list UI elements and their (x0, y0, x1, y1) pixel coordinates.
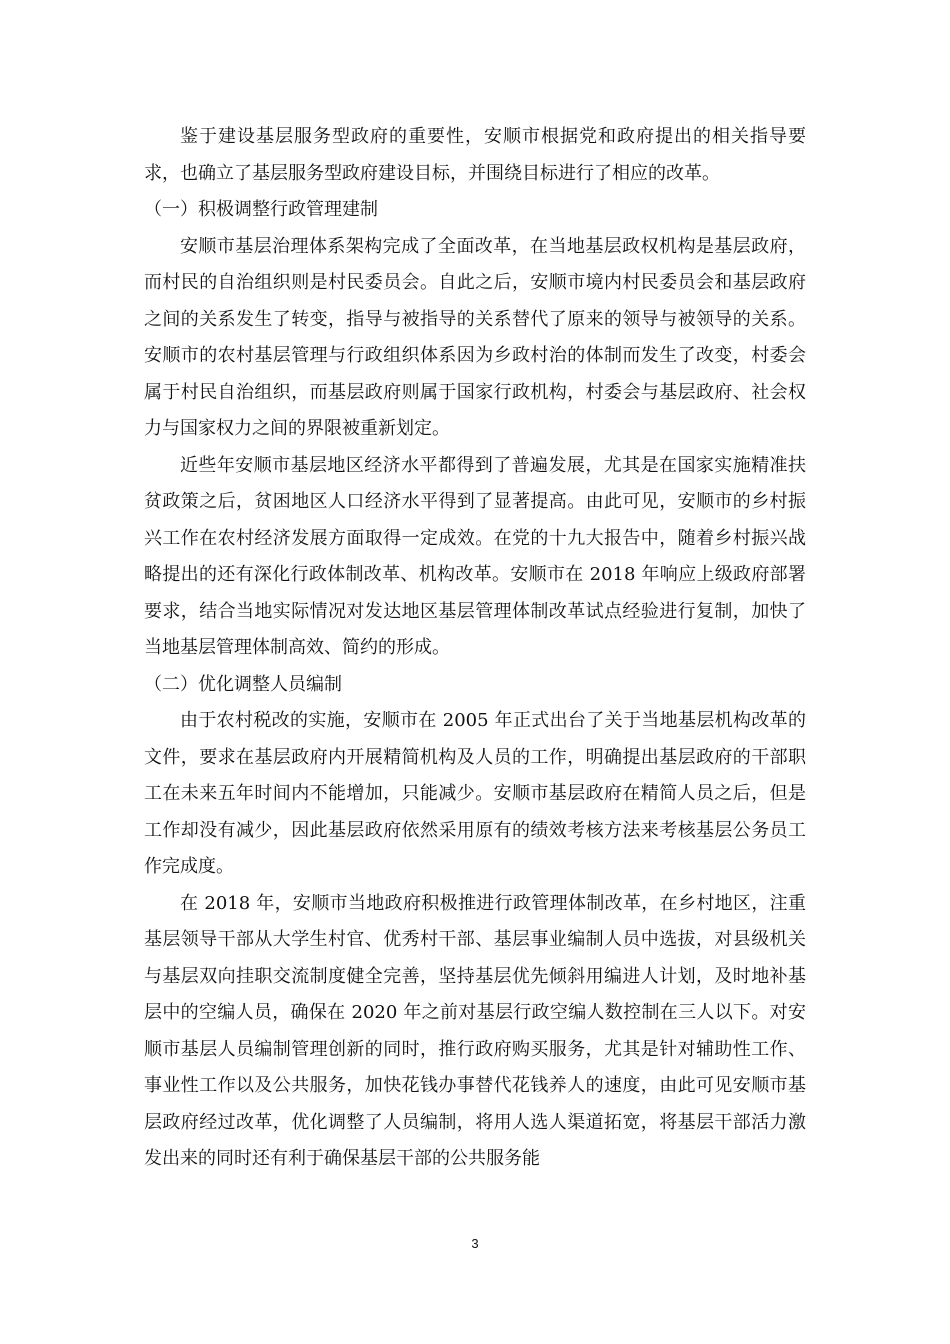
section-heading-2: （二）优化调整人员编制 (144, 673, 342, 695)
section1-paragraph-1: 安顺市基层治理体系架构完成了全面改革，在当地基层政权机构是基层政府，而村民的自治组织则是村民委员会。自此之后，安顺市境内村民委员会和基层政府之间的关系发生了转变，指导与被指导的关系替代了原来的领导与被领导的关系。安顺市的农村基层管理与行政组织体系因为乡政村治的体制而发生了改变，村委会属于村民自治组织，而基层政府则属于国家行政机构，村委会与基层政府、社会权力与国家权力之间的界限被重新划定。 (144, 235, 806, 439)
section1-paragraph-2: 近些年安顺市基层地区经济水平都得到了普遍发展，尤其是在国家实施精准扶贫政策之后，贫困地区人口经济水平得到了显著提高。由此可见，安顺市的乡村振兴工作在农村经济发展方面取得一定成效。在党的十九大报告中，随着乡村振兴战略提出的还有深化行政体制改革、机构改革。安顺市在 2018 年响应上级政府部署要求，结合当地实际情况对发达地区基层管理体制改革试点经验进行复制，加快了当地基层管理体制高效、简约的形成。 (144, 454, 806, 658)
intro-paragraph: 鉴于建设基层服务型政府的重要性，安顺市根据党和政府提出的相关指导要求，也确立了基层服务型政府建设目标，并围绕目标进行了相应的改革。 (144, 126, 806, 184)
page-number: 3 (471, 1236, 479, 1251)
section2-paragraph-2: 在 2018 年，安顺市当地政府积极推进行政管理体制改革，在乡村地区，注重基层领导干部从大学生村官、优秀村干部、基层事业编制人员中选拔，对县级机关与基层双向挂职交流制度健全完善，坚持基层优先倾斜用编进人计划，及时地补基层中的空编人员，确保在 2020 年之前对基层行政空编人数控制在三人以下。对安顺市基层人员编制管理创新的同时，推行政府购买服务，尤其是针对辅助性工作、事业性工作以及公共服务，加快花钱办事替代花钱养人的速度，由此可见安顺市基层政府经过改革，优化调整了人员编制，将用人选人渠道拓宽，将基层干部活力激发出来的同时还有利于确保基层干部的公共服务能 (144, 892, 806, 1169)
section-heading-1: （一）积极调整行政管理建制 (144, 199, 378, 220)
document-body (144, 119, 806, 1178)
section2-paragraph-1: 由于农村税改的实施，安顺市在 2005 年正式出台了关于当地基层机构改革的文件，要求在基层政府内开展精简机构及人员的工作，明确提出基层政府的干部职工在未来五年时间内不能增加，只能减少。安顺市基层政府在精简人员之后，但是工作却没有减少，因此基层政府依然采用原有的绩效考核方法来考核基层公务员工作完成度。 (144, 710, 806, 877)
